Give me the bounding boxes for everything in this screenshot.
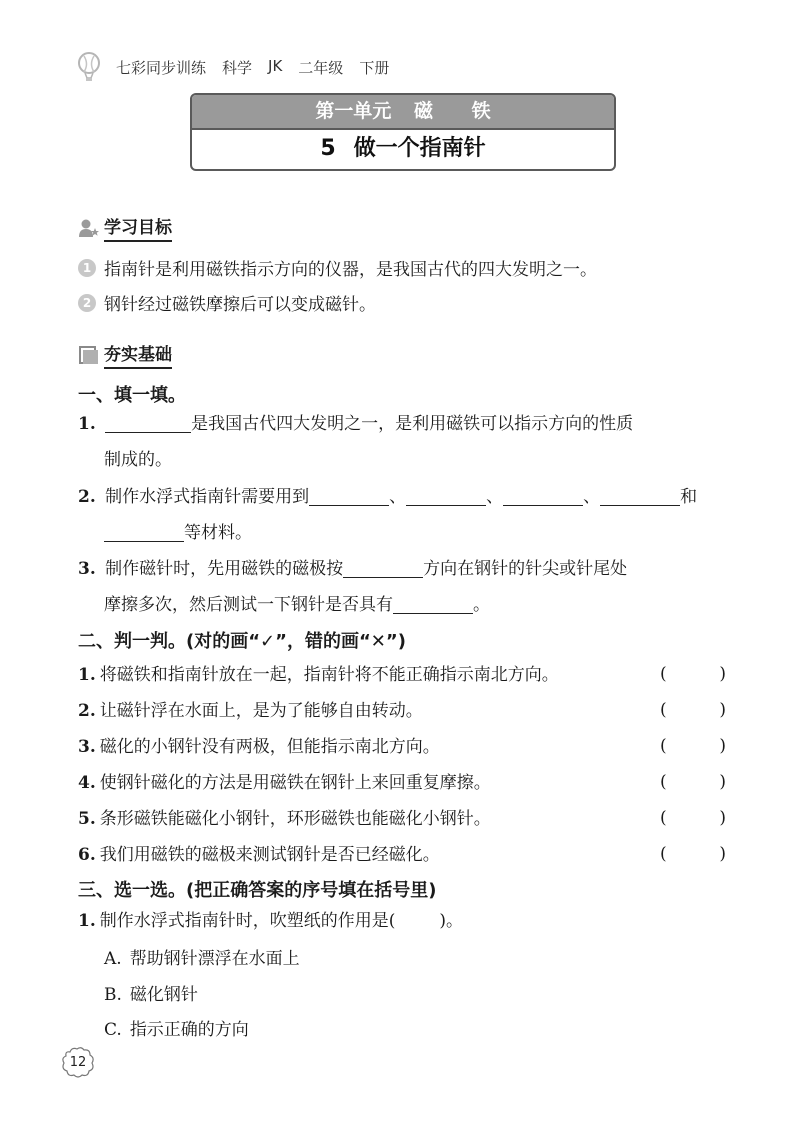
answer-parentheses[interactable] [660,808,726,828]
part3-title: 三、选一选。(把正确答案的序号填在括号里) [78,880,437,901]
question-text: 磁化的小钢针没有两极，但能指示南北方向。 [99,737,440,757]
question-number: 3. [78,559,96,579]
part1-title: 一、填一填。 [78,385,186,406]
unit-name-char-2: 铁 [471,100,491,122]
question-text: 让磁针浮在水面上，是为了能够自由转动。 [99,701,423,721]
judge-item-3 [78,729,658,765]
answer-parentheses[interactable] [660,664,726,684]
question-number: 1. [78,665,96,685]
paren-open: ( [660,808,667,828]
question-number: 1. [78,911,96,931]
question-number: 1. [78,414,96,434]
page-number: 12 [69,1054,87,1070]
question-text: 。 [473,595,490,615]
fill-question-2-cont [104,515,252,551]
lesson-number: 5 [320,136,336,161]
unit-label: 第一单元 [315,100,392,122]
question-text: 使钢针磁化的方法是用磁铁在钢针上来回重复摩擦。 [99,773,491,793]
answer-parentheses[interactable] [660,736,726,756]
paren-open: ( [660,700,667,720]
judge-item-1 [78,657,658,693]
basics-heading [78,340,172,369]
unit-title-bar [192,95,614,130]
goal-text: 钢针经过磁铁摩擦后可以变成磁针。 [104,295,376,315]
choice-question-1 [78,903,463,939]
paren-open: ( [660,664,667,684]
volume-label: 下册 [359,58,390,77]
option-letter: A. [104,949,122,969]
part2-title: 二、判一判。(对的画“✓”，错的画“✕”) [78,631,406,652]
answer-parentheses[interactable] [660,772,726,792]
answer-blank[interactable] [393,591,473,614]
option-letter: C. [104,1020,122,1040]
question-number: 2. [78,487,96,507]
answer-blank[interactable] [104,519,184,542]
question-number: 3. [78,737,96,757]
option-a[interactable] [104,944,300,969]
option-text: 指示正确的方向 [129,1020,249,1040]
judge-item-5 [78,801,658,837]
paren-close: ) [719,772,726,792]
fill-question-1-cont: 制成的。 [104,450,172,470]
paren-close: ) [719,664,726,684]
question-text: 制作磁针时，先用磁铁的磁极按 [105,559,344,579]
notebook-icon [78,345,100,365]
paren-close: ) [719,808,726,828]
basics-label: 夯实基础 [104,340,172,369]
running-header [76,52,389,82]
fill-question-3-cont [104,587,490,623]
learning-goals-heading [78,213,172,242]
judge-item-6 [78,837,658,873]
lesson-title [192,130,614,167]
subject-label: 科学 [222,58,253,77]
learner-star-icon [78,218,100,238]
question-number: 4. [78,773,96,793]
paren-close: ) [719,700,726,720]
book-series-title: 七彩同步训练 [116,58,207,77]
question-text: 等材料。 [184,523,252,543]
paren-close: ) [719,736,726,756]
option-b[interactable] [104,980,198,1005]
question-text: )。 [439,911,464,931]
option-text: 帮助钢针漂浮在水面上 [129,949,300,969]
question-text: 是我国古代四大发明之一，是利用磁铁可以指示方向的性质 [191,414,634,434]
answer-blank[interactable] [309,483,389,506]
option-text: 磁化钢针 [129,985,198,1005]
answer-blank[interactable] [503,483,583,506]
question-text: 我们用磁铁的磁极来测试钢针是否已经磁化。 [99,845,440,865]
lesson-title-text: 做一个指南针 [353,136,486,161]
grade-label: 二年级 [298,58,344,77]
fill-question-2 [78,479,728,515]
question-number: 2. [78,701,96,721]
balloon-logo-icon [76,52,102,82]
judge-item-4 [78,765,658,801]
answer-parentheses[interactable] [660,844,726,864]
judge-item-2 [78,693,658,729]
answer-blank[interactable] [600,483,680,506]
edition-label: JK [268,56,283,75]
paren-open: ( [660,844,667,864]
separator: 、 [583,487,601,507]
separator: 、 [486,487,504,507]
question-text: 将磁铁和指南针放在一起，指南针将不能正确指示南北方向。 [99,665,559,685]
question-text: 方向在钢针的针尖或针尾处 [423,559,628,579]
goal-item-2 [78,290,376,315]
question-number: 6. [78,845,96,865]
page-number-badge [60,1046,96,1078]
goal-text: 指南针是利用磁铁指示方向的仪器，是我国古代的四大发明之一。 [104,260,597,280]
question-text: 条形磁铁能磁化小钢针，环形磁铁也能磁化小钢针。 [99,809,491,829]
option-c[interactable] [104,1015,249,1040]
fill-question-1 [78,406,728,442]
option-letter: B. [104,985,122,1005]
goal-number-badge: 2 [78,294,96,312]
paren-close: ) [719,844,726,864]
lesson-title-box [190,93,616,171]
question-text: 制作水浮式指南针需要用到 [105,487,310,507]
unit-name-char-1: 磁 [413,100,433,122]
learning-goals-label: 学习目标 [104,213,172,242]
goal-item-1 [78,255,597,280]
answer-blank[interactable] [343,555,423,578]
goal-number-badge: 1 [78,259,96,277]
conjunction: 和 [680,487,698,507]
paren-open: ( [660,736,667,756]
answer-blank[interactable] [406,483,486,506]
question-text: 制作水浮式指南针时，吹塑纸的作用是( [99,911,396,931]
fill-question-3 [78,551,728,587]
paren-open: ( [660,772,667,792]
answer-parentheses[interactable] [660,700,726,720]
separator: 、 [389,487,407,507]
question-number: 5. [78,809,96,829]
question-text: 摩擦多次，然后测试一下钢针是否具有 [104,595,393,615]
answer-blank[interactable] [105,410,191,433]
